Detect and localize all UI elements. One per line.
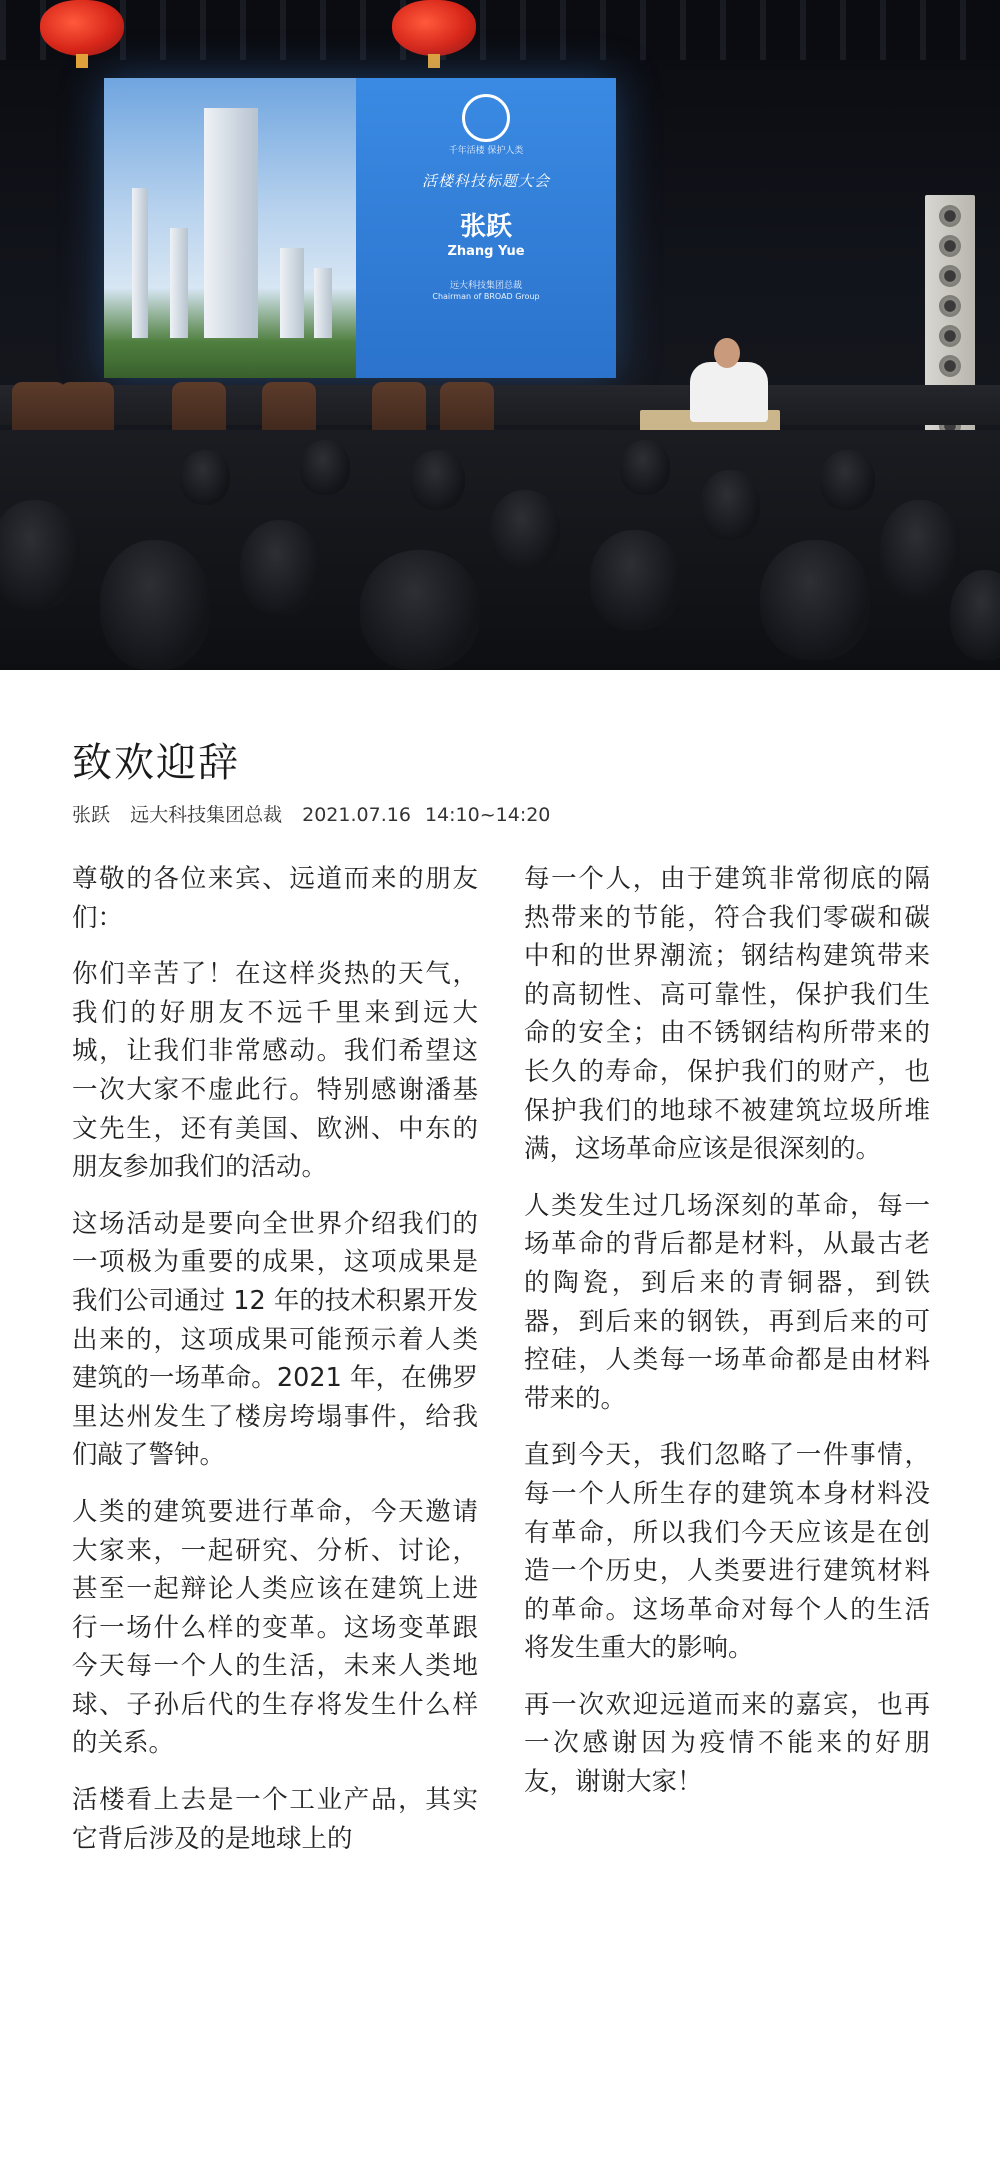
paragraph: 你们辛苦了！在这样炎热的天气，我们的好朋友不远千里来到远大城，让我们非常感动。我们希望这一次大家不虚此行。特别感谢潘基文先生，还有美国、欧洲、中东的朋友参加我们的活动。 — [72, 959, 478, 1183]
article-column-left — [72, 860, 478, 1876]
meta-time: 14:10~14:20 — [424, 804, 551, 826]
paragraph: 直到今天，我们忽略了一件事情，每一个人所生存的建筑本身材料没有革命，所以我们今天应该是在创造一个历史，人类要进行建筑材料的革命。这场革命对每个人的生活将发生重大的影响。 — [524, 1440, 930, 1664]
article-column-right — [524, 860, 930, 1820]
red-lantern-left — [40, 0, 124, 56]
broad-logo-icon — [462, 94, 510, 142]
stage-floor — [0, 385, 1000, 425]
paragraph: 人类的建筑要进行革命，今天邀请大家来，一起研究、分析、讨论，甚至一起辩论人类应该在建筑上进行一场什么样的变革。这场变革跟今天每一个人的生活，未来人类地球、子孙后代的生存将发生什么样的关系。 — [72, 1496, 478, 1759]
audience — [0, 430, 1000, 670]
paragraph: 尊敬的各位来宾、远道而来的朋友们： — [72, 864, 478, 933]
presenter — [690, 362, 768, 422]
logo-slogan: 千年活楼 保护人类 — [448, 146, 524, 156]
paragraph: 再一次欢迎远道而来的嘉宾，也再一次感谢因为疫情不能来的好朋友，谢谢大家！ — [524, 1689, 930, 1798]
slide-speaker-name: 张跃 — [459, 212, 512, 242]
meta-date: 2021.07.16 — [302, 804, 411, 826]
paragraph: 活楼看上去是一个工业产品，其实它背后涉及的是地球上的 — [72, 1785, 478, 1854]
stage-truss — [0, 0, 1000, 60]
red-lantern-right — [392, 0, 476, 56]
speaker-slide — [356, 78, 616, 378]
slide-speaker-title: 远大科技集团总裁 — [449, 281, 522, 291]
projection-screen — [104, 78, 616, 378]
slide-speaker-name-en: Zhang Yue — [447, 244, 525, 259]
meta-speaker: 张跃 — [72, 804, 111, 826]
slide-speaker-title-en: Chairman of BROAD Group — [432, 292, 540, 301]
paragraph: 这场活动是要向全世界介绍我们的一项极为重要的成果，这项成果是我们公司通过 12 年的技术积累开发出来的，这项成果可能预示着人类建筑的一场革命。2021 年，在佛罗里达州发生了楼房垮塌事件，给我们敲了警钟。 — [72, 1208, 478, 1471]
paragraph: 每一个人，由于建筑非常彻底的隔热带来的节能，符合我们零碳和碳中和的世界潮流；钢结构建筑带来的高韧性、高可靠性，保护我们生命的安全；由不锈钢结构所带来的长久的寿命，保护我们的财产，也保护我们的地球不被建筑垃圾所堆满，这场革命应该是很深刻的。 — [524, 864, 930, 1165]
paragraph: 人类发生过几场深刻的革命，每一场革命的背后都是材料，从最古老的陶瓷，到后来的青铜器，到铁器，到后来的钢铁，再到后来的可控硅，人类每一场革命都是由材料带来的。 — [524, 1190, 930, 1414]
building-photo — [104, 78, 356, 378]
page-title: 致欢迎辞 — [72, 740, 240, 786]
event-calligraphy: 活楼科技标题大会 — [421, 172, 550, 190]
meta-position: 远大科技集团总裁 — [130, 804, 283, 826]
hero-photo — [0, 0, 1000, 670]
article-meta — [72, 802, 566, 828]
